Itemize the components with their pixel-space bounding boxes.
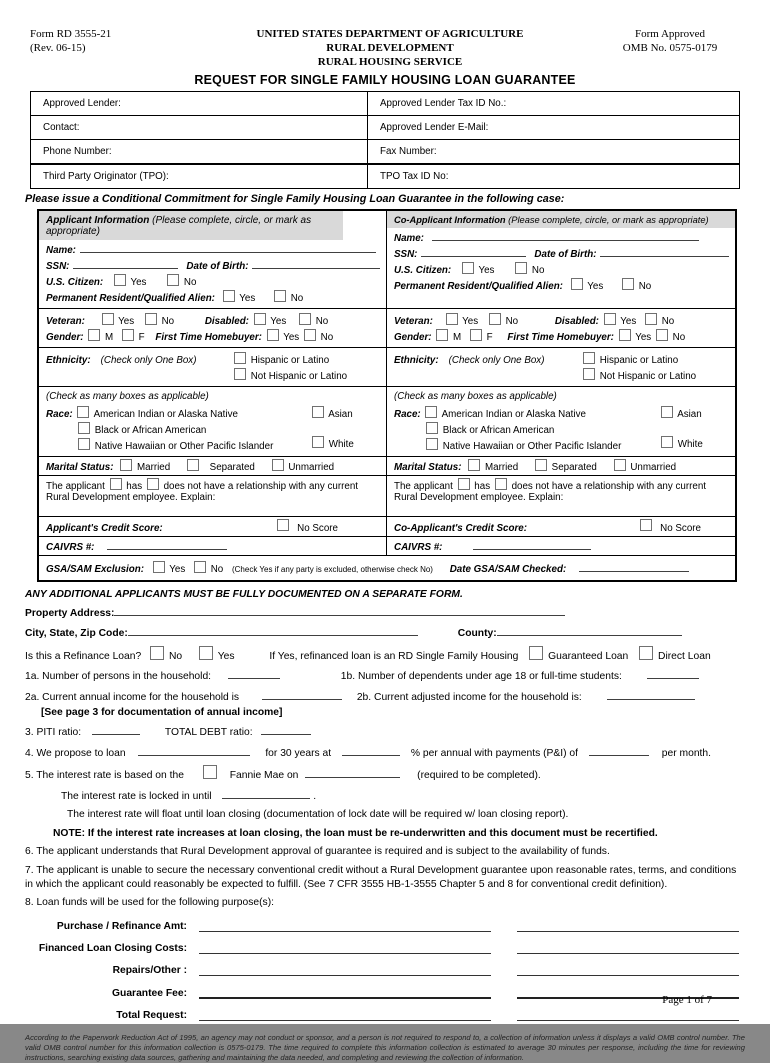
closing-costs-label: Financed Loan Closing Costs: <box>38 943 187 954</box>
table-row <box>31 140 739 165</box>
veteran-label: Veteran: <box>46 316 85 327</box>
caivrs-cell-coapplicant <box>387 537 735 555</box>
gsa-cell <box>39 556 735 580</box>
race-band <box>39 387 735 457</box>
agency-line-3: RURAL HOUSING SERVICE <box>317 56 463 68</box>
pi-payment-input[interactable] <box>589 745 649 756</box>
dob-label: Date of Birth: <box>186 261 249 272</box>
separated-label: Separated <box>209 462 255 473</box>
relationship-has-label: has <box>126 481 143 492</box>
coapplicant-header-note: (Please complete, circle, or mark as appropriate) <box>508 215 709 225</box>
us-citizen-label: U.S. Citizen: <box>46 277 104 288</box>
agency-line-2: RURAL DEVELOPMENT <box>326 42 454 54</box>
fax-number-field[interactable]: Fax Number: <box>380 146 437 157</box>
perm-resident-label: Permanent Resident/Qualified Alien: <box>394 281 563 292</box>
lender-info-table <box>30 91 740 189</box>
race-white-checkbox-coapplicant[interactable] <box>661 436 673 448</box>
paperwork-reduction-notice: According to the Paperwork Reduction Act of 1995, an agency may not conduct or sponsor, and a person is not required to respond to, a collection of information unless it displays a valid OMB control number. The valid OMB control number for this information collection is 0575-0179. The time required to complete this information collection is estimated to average 30 minutes per response, including the time for reviewing instructions, searching existing data sources, gathering and maintaining the data needed, and completing and reviewing the collection of information. <box>25 1033 745 1062</box>
total-request-input-2[interactable] <box>517 1008 739 1021</box>
race-white-checkbox-applicant[interactable] <box>312 436 324 448</box>
form-number: Form RD 3555-21 <box>30 28 112 40</box>
county-label: County: <box>457 628 497 639</box>
total-debt-input[interactable] <box>261 724 311 735</box>
lender-tax-id-field[interactable]: Approved Lender Tax ID No.: <box>380 98 507 109</box>
caivrs-label: CAIVRS #: <box>46 542 95 553</box>
relationship-cell-coapplicant <box>387 476 735 516</box>
applicant-header <box>39 211 343 240</box>
ssn-label: SSN: <box>46 261 70 272</box>
q2b-input[interactable] <box>607 689 695 700</box>
not-hispanic-label: Not Hispanic or Latino <box>250 371 348 382</box>
county-input[interactable] <box>497 625 682 636</box>
loan-detail-section <box>25 589 745 1021</box>
applicant-table <box>37 209 737 582</box>
q6-text: 6. The applicant understands that Rural Development approval of guarantee is required and is subject to the availability of funds. <box>25 846 610 857</box>
race-note: (Check as many boxes as applicable) <box>394 391 557 402</box>
purpose-row <box>25 985 745 999</box>
disabled-no-checkbox-coapplicant[interactable] <box>645 313 657 325</box>
marital-cell-coapplicant <box>387 457 735 475</box>
purpose-row <box>25 963 745 976</box>
identity-band <box>39 211 735 309</box>
repairs-input[interactable] <box>199 963 491 976</box>
yes-label: Yes <box>587 281 604 292</box>
fannie-mae-label: Fannie Mae on <box>229 770 299 781</box>
yes-label: Yes <box>283 332 300 343</box>
city-state-zip-label: City, State, Zip Code: <box>25 628 128 639</box>
q4-mid: for 30 years at <box>265 747 332 759</box>
perm-resident-no-checkbox-coapplicant[interactable] <box>622 278 634 290</box>
lock-date-input[interactable] <box>222 788 310 799</box>
no-score-checkbox-coapplicant[interactable] <box>640 519 652 531</box>
relationship-cell-applicant <box>39 476 387 516</box>
q1b-input[interactable] <box>647 668 699 679</box>
marital-status-label: Marital Status: <box>46 462 114 473</box>
yes-label: Yes <box>635 332 652 343</box>
see-page3-note: [See page 3 for documentation of annual income] <box>41 706 283 718</box>
race-hawaiian-label: Native Hawaiian or Other Pacific Islander <box>442 441 622 452</box>
gender-f-checkbox-applicant[interactable] <box>122 329 134 341</box>
ethnicity-cell-coapplicant <box>387 348 735 386</box>
perm-resident-yes-checkbox-coapplicant[interactable] <box>571 278 583 290</box>
veteran-band <box>39 309 735 348</box>
repairs-other-label: Repairs/Other : <box>112 965 187 976</box>
race-native-checkbox-coapplicant[interactable] <box>425 406 437 418</box>
closing-costs-input[interactable] <box>199 941 491 954</box>
q1a-label: 1a. Number of persons in the household: <box>25 671 212 682</box>
gsa-date-input[interactable] <box>579 561 689 572</box>
guaranteed-loan-checkbox[interactable] <box>529 646 543 660</box>
dob-input-applicant[interactable] <box>252 258 380 269</box>
closing-costs-input-2[interactable] <box>517 941 739 954</box>
not-hispanic-label: Not Hispanic or Latino <box>599 371 697 382</box>
property-address-input[interactable] <box>114 605 565 616</box>
fannie-mae-date-input[interactable] <box>305 767 400 778</box>
purchase-amount-input-2[interactable] <box>517 919 739 932</box>
phone-number-field[interactable]: Phone Number: <box>31 140 368 163</box>
no-label: No <box>505 316 519 327</box>
loan-purposes <box>25 919 745 1021</box>
dob-input-coapplicant[interactable] <box>600 246 729 257</box>
race-asian-label: Asian <box>328 409 353 420</box>
required-note: (required to be completed). <box>417 770 541 781</box>
hispanic-checkbox-applicant[interactable] <box>234 352 246 364</box>
direct-loan-label: Direct Loan <box>658 650 711 662</box>
first-time-no-checkbox-applicant[interactable] <box>304 329 316 341</box>
hispanic-checkbox-coapplicant[interactable] <box>583 352 595 364</box>
caivrs-label: CAIVRS #: <box>394 542 443 553</box>
city-state-zip-input[interactable] <box>128 625 418 636</box>
q1a-input[interactable] <box>228 668 280 679</box>
total-request-label: Total Request: <box>116 1010 187 1021</box>
relationship-hasnot-checkbox-applicant[interactable] <box>147 478 159 490</box>
q4-pct: % per annual with payments (P&I) of <box>410 747 579 759</box>
coapplicant-header <box>387 211 735 228</box>
yes-label: Yes <box>118 316 135 327</box>
property-address-label: Property Address: <box>25 607 115 619</box>
veteran-label: Veteran: <box>394 316 433 327</box>
race-black-checkbox-coapplicant[interactable] <box>426 422 438 434</box>
no-label: No <box>290 293 304 304</box>
omb-number: OMB No. 0575-0179 <box>622 42 718 54</box>
total-request-input[interactable] <box>199 1008 491 1021</box>
credit-cell-applicant <box>39 517 387 536</box>
race-white-label: White <box>328 439 354 450</box>
first-time-no-checkbox-coapplicant[interactable] <box>656 329 668 341</box>
applicant-header-note: (Please complete, circle, or mark as appropriate) <box>46 215 312 237</box>
us-citizen-yes-checkbox-applicant[interactable] <box>114 274 126 286</box>
ethnicity-band <box>39 348 735 387</box>
married-label: Married <box>136 462 171 473</box>
direct-loan-checkbox[interactable] <box>639 646 653 660</box>
table-row <box>31 165 739 188</box>
yes-label: Yes <box>239 293 256 304</box>
hispanic-label: Hispanic or Latino <box>250 355 330 366</box>
agency-line-1: UNITED STATES DEPARTMENT OF AGRICULTURE <box>256 28 524 40</box>
piti-ratio-input[interactable] <box>92 724 140 735</box>
unmarried-checkbox-applicant[interactable] <box>272 459 284 471</box>
race-native-label: American Indian or Alaska Native <box>441 409 586 420</box>
race-label: Race: <box>46 409 73 420</box>
no-label: No <box>315 316 329 327</box>
married-checkbox-coapplicant[interactable] <box>468 459 480 471</box>
ssn-input-applicant[interactable] <box>73 258 178 269</box>
race-black-label: Black or African American <box>94 425 207 436</box>
additional-applicants-note: ANY ADDITIONAL APPLICANTS MUST BE FULLY DOCUMENTED ON A SEPARATE FORM. <box>25 589 463 600</box>
relationship-has-checkbox-coapplicant[interactable] <box>458 478 470 490</box>
total-debt-label: TOTAL DEBT ratio: <box>164 727 253 738</box>
marital-status-label: Marital Status: <box>394 462 462 473</box>
applicant-header-title: Applicant Information <box>46 215 150 226</box>
refinance-if-yes-text: If Yes, refinanced loan is an RD Single Family Housing <box>269 650 519 662</box>
form-revision: (Rev. 06-15) <box>30 42 86 54</box>
disabled-no-checkbox-applicant[interactable] <box>299 313 311 325</box>
q8-text: 8. Loan funds will be used for the following purpose(s): <box>25 897 274 908</box>
q2a-input[interactable] <box>262 689 342 700</box>
unmarried-checkbox-coapplicant[interactable] <box>614 459 626 471</box>
caivrs-cell-applicant <box>39 537 387 555</box>
race-label: Race: <box>394 409 421 420</box>
purpose-row <box>25 919 745 932</box>
yes-label: Yes <box>130 277 147 288</box>
marital-cell-applicant <box>39 457 387 475</box>
race-cell-coapplicant <box>387 387 735 456</box>
no-score-label: No Score <box>297 523 338 534</box>
hispanic-label: Hispanic or Latino <box>599 355 679 366</box>
perm-resident-label: Permanent Resident/Qualified Alien: <box>46 293 215 304</box>
page-title: REQUEST FOR SINGLE FAMILY HOUSING LOAN GUARANTEE <box>194 73 576 87</box>
form-approved-block <box>600 27 740 69</box>
ethnicity-label: Ethnicity: <box>394 355 439 366</box>
gsa-no-checkbox[interactable] <box>194 561 206 573</box>
us-citizen-label: U.S. Citizen: <box>394 265 452 276</box>
race-cell-applicant <box>39 387 387 456</box>
dob-label: Date of Birth: <box>534 249 597 260</box>
tpo-field[interactable]: Third Party Originator (TPO): <box>31 165 368 188</box>
first-time-yes-checkbox-applicant[interactable] <box>267 329 279 341</box>
q5-label: 5. The interest rate is based on the <box>25 770 184 781</box>
form-header <box>0 0 770 69</box>
disabled-yes-checkbox-coapplicant[interactable] <box>604 313 616 325</box>
relationship-text-pre: The applicant <box>394 481 453 492</box>
ssn-input-coapplicant[interactable] <box>421 246 526 257</box>
gsa-note: (Check Yes if any party is excluded, otherwise check No) <box>231 565 433 574</box>
q2a-label: 2a. Current annual income for the household is <box>25 691 240 703</box>
fannie-mae-checkbox[interactable] <box>203 765 217 779</box>
guaranteed-loan-label: Guaranteed Loan <box>548 650 629 662</box>
lender-email-field[interactable]: Approved Lender E-Mail: <box>380 122 489 133</box>
veteran-yes-checkbox-coapplicant[interactable] <box>446 313 458 325</box>
coapplicant-header-title: Co-Applicant Information <box>394 215 506 225</box>
veteran-yes-checkbox-applicant[interactable] <box>102 313 114 325</box>
q4-pre: 4. We propose to loan <box>25 747 126 759</box>
no-score-checkbox-applicant[interactable] <box>277 519 289 531</box>
no-label: No <box>183 277 197 288</box>
name-label: Name: <box>46 245 76 256</box>
coapplicant-identity-cell <box>387 211 735 308</box>
gender-label: Gender: <box>46 332 84 343</box>
relationship-hasnot-checkbox-coapplicant[interactable] <box>495 478 507 490</box>
race-asian-label: Asian <box>677 409 702 420</box>
caivrs-input-coapplicant[interactable] <box>473 539 591 550</box>
perm-resident-yes-checkbox-applicant[interactable] <box>223 290 235 302</box>
yes-label: Yes <box>270 316 287 327</box>
caivrs-input-applicant[interactable] <box>107 539 227 550</box>
first-time-yes-checkbox-coapplicant[interactable] <box>619 329 631 341</box>
approved-lender-field[interactable]: Approved Lender: <box>31 92 368 115</box>
gender-f-checkbox-coapplicant[interactable] <box>470 329 482 341</box>
contact-field[interactable]: Contact: <box>31 116 368 139</box>
no-label: No <box>672 332 686 343</box>
coapplicant-credit-label: Co-Applicant's Credit Score: <box>394 523 527 534</box>
guarantee-fee-label: Guarantee Fee: <box>112 988 187 999</box>
ethnicity-note: (Check only One Box) <box>448 355 545 366</box>
disabled-label: Disabled: <box>554 316 599 327</box>
interest-rate-input[interactable] <box>342 745 400 756</box>
repairs-input-2[interactable] <box>517 963 739 976</box>
guarantee-fee-input[interactable] <box>199 985 491 999</box>
race-asian-checkbox-applicant[interactable] <box>312 406 324 418</box>
veteran-cell-coapplicant <box>387 309 735 347</box>
yes-label: Yes <box>462 316 479 327</box>
marital-band <box>39 457 735 476</box>
q2b-label: 2b. Current adjusted income for the household is: <box>356 691 582 703</box>
married-label: Married <box>484 462 519 473</box>
commitment-instruction: Please issue a Conditional Commitment for Single Family Housing Loan Guarantee in the following case: <box>25 193 565 205</box>
name-label: Name: <box>394 233 424 244</box>
table-row <box>31 116 739 140</box>
form-number-block <box>30 27 180 69</box>
page-number: Page 1 of 7 <box>662 994 712 1006</box>
table-row <box>31 92 739 116</box>
q1b-label: 1b. Number of dependents under age 18 or full-time students: <box>340 671 622 682</box>
locked-until-label: The interest rate is locked in until <box>61 790 212 802</box>
race-white-label: White <box>677 439 703 450</box>
refinance-question: Is this a Refinance Loan? <box>25 650 142 662</box>
male-label: M <box>453 332 462 343</box>
float-note: The interest rate will float until loan closing (documentation of lock date will be required w/ loan closing report). <box>67 809 569 820</box>
race-native-checkbox-applicant[interactable] <box>77 406 89 418</box>
relationship-text-rest: does not have a relationship with any current Rural Development employee. Explain: <box>46 481 358 503</box>
tpo-tax-id-field[interactable]: TPO Tax ID No: <box>380 171 449 182</box>
married-checkbox-applicant[interactable] <box>120 459 132 471</box>
applicant-identity-cell <box>39 211 387 308</box>
refinance-yes-checkbox[interactable] <box>199 646 213 660</box>
no-label: No <box>661 316 675 327</box>
veteran-no-checkbox-applicant[interactable] <box>145 313 157 325</box>
q4-end: per month. <box>661 747 711 759</box>
relationship-has-label: has <box>474 481 491 492</box>
disabled-label: Disabled: <box>204 316 249 327</box>
race-hawaiian-checkbox-coapplicant[interactable] <box>426 438 438 450</box>
ethnicity-note: (Check only One Box) <box>100 355 197 366</box>
first-time-homebuyer-label: First Time Homebuyer: <box>155 332 262 343</box>
us-citizen-yes-checkbox-coapplicant[interactable] <box>462 262 474 274</box>
purchase-amount-input[interactable] <box>199 919 491 932</box>
no-label: No <box>161 316 175 327</box>
gsa-yes-checkbox[interactable] <box>153 561 165 573</box>
caivrs-band <box>39 537 735 556</box>
gsa-exclusion-label: GSA/SAM Exclusion: <box>46 564 144 575</box>
race-note: (Check as many boxes as applicable) <box>46 391 209 402</box>
perm-resident-no-checkbox-applicant[interactable] <box>274 290 286 302</box>
relationship-has-checkbox-applicant[interactable] <box>110 478 122 490</box>
gsa-band <box>39 556 735 580</box>
ethnicity-cell-applicant <box>39 348 387 386</box>
relationship-text-rest: does not have a relationship with any current Rural Development employee. Explain: <box>394 481 706 503</box>
us-citizen-no-checkbox-coapplicant[interactable] <box>515 262 527 274</box>
male-label: M <box>105 332 114 343</box>
name-input-coapplicant[interactable] <box>432 230 699 241</box>
form-approved: Form Approved <box>635 28 705 40</box>
q3-label: 3. PITI ratio: <box>25 727 82 738</box>
no-score-label: No Score <box>660 523 701 534</box>
no-label: No <box>638 281 652 292</box>
purpose-row <box>25 941 745 954</box>
relationship-band <box>39 476 735 517</box>
unmarried-label: Unmarried <box>630 462 677 473</box>
first-time-homebuyer-label: First Time Homebuyer: <box>507 332 614 343</box>
gender-m-checkbox-applicant[interactable] <box>88 329 100 341</box>
unmarried-label: Unmarried <box>288 462 335 473</box>
ssn-label: SSN: <box>394 249 418 260</box>
yes-label: Yes <box>169 564 186 575</box>
veteran-cell-applicant <box>39 309 387 347</box>
q7-text: 7. The applicant is unable to secure the necessary conventional credit without a Rural Development guarantee upon reasonable rates, terms, and conditions in which the applicant could reasonably be expected to fulfill. (See 7 CFR 3555 HB-1-3555 Chapter 5 and 8 for conventional credit definition). <box>25 864 737 890</box>
yes-label: Yes <box>620 316 637 327</box>
locked-period: . <box>313 790 317 802</box>
refinance-no-checkbox[interactable] <box>150 646 164 660</box>
purpose-row <box>25 1008 745 1021</box>
female-label: F <box>486 332 493 343</box>
name-input-applicant[interactable] <box>80 242 376 253</box>
credit-cell-coapplicant <box>387 517 735 536</box>
female-label: F <box>138 332 145 343</box>
separated-checkbox-coapplicant[interactable] <box>535 459 547 471</box>
gender-m-checkbox-coapplicant[interactable] <box>436 329 448 341</box>
race-black-label: Black or African American <box>442 425 555 436</box>
ethnicity-label: Ethnicity: <box>46 355 91 366</box>
race-native-label: American Indian or Alaska Native <box>93 409 238 420</box>
applicant-credit-label: Applicant's Credit Score: <box>46 523 163 534</box>
loan-amount-input[interactable] <box>138 745 250 756</box>
disabled-yes-checkbox-applicant[interactable] <box>254 313 266 325</box>
no-label: No <box>320 332 334 343</box>
yes-label: Yes <box>478 265 495 276</box>
separated-label: Separated <box>551 462 597 473</box>
purchase-refinance-label: Purchase / Refinance Amt: <box>56 921 187 932</box>
race-black-checkbox-applicant[interactable] <box>78 422 90 434</box>
rate-increase-note: NOTE: If the interest rate increases at loan closing, the loan must be re-underwritten and this document must be recertified. <box>53 827 658 839</box>
race-asian-checkbox-coapplicant[interactable] <box>661 406 673 418</box>
us-citizen-no-checkbox-applicant[interactable] <box>167 274 179 286</box>
separated-checkbox-applicant[interactable] <box>187 459 199 471</box>
no-label: No <box>168 650 183 662</box>
agency-block <box>257 27 524 69</box>
yes-label: Yes <box>217 650 235 662</box>
veteran-no-checkbox-coapplicant[interactable] <box>489 313 501 325</box>
gsa-date-label: Date GSA/SAM Checked: <box>449 564 567 575</box>
race-hawaiian-checkbox-applicant[interactable] <box>78 438 90 450</box>
not-hispanic-checkbox-coapplicant[interactable] <box>583 368 595 380</box>
relationship-text-pre: The applicant <box>46 481 105 492</box>
gender-label: Gender: <box>394 332 432 343</box>
no-label: No <box>531 265 545 276</box>
no-label: No <box>210 564 224 575</box>
not-hispanic-checkbox-applicant[interactable] <box>234 368 246 380</box>
credit-score-band <box>39 517 735 537</box>
race-hawaiian-label: Native Hawaiian or Other Pacific Islander <box>94 441 274 452</box>
